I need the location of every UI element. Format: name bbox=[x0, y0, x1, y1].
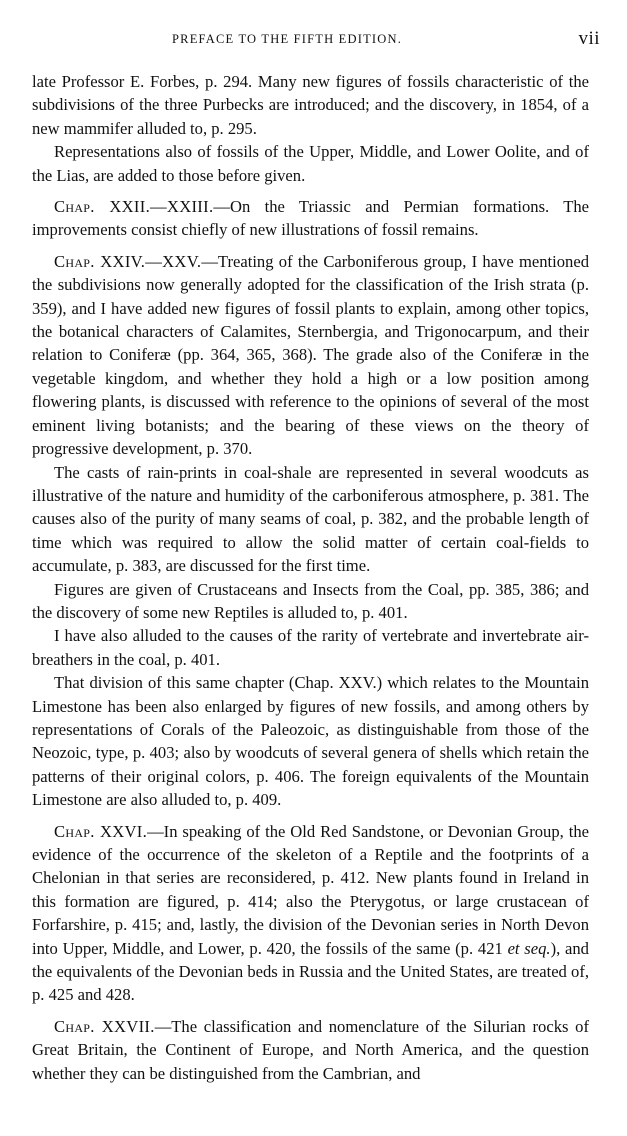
page-number: vii bbox=[578, 28, 600, 49]
paragraph: Chap. XXVI.—In speaking of the Old Red Sandstone, or Devonian Group, the evidence of the occurrence of the skeleton of a Reptile and the footprints of a Chelonian in that series are reconsidered, p. 412. New plants found in Ireland in this formation are figured, p. 414; also the Pterygotus, or large crustacean of Forfarshire, p. 415; and, lastly, the division of the Devonian series in North Devon into Upper, Middle, and Lower, p. 420, the fossils of the same (p. 421 et seq.), and the equivalents of the Devonian beds in Russia and the United States, are treated of, p. 425 and 428. bbox=[32, 821, 589, 1005]
page-body bbox=[32, 70, 589, 1085]
latin-abbrev: et seq. bbox=[507, 938, 551, 958]
chapter-ref: Chap. XXII.—XXIII. bbox=[54, 197, 214, 217]
running-head: PREFACE TO THE FIFTH EDITION. bbox=[172, 32, 403, 46]
paragraph: Figures are given of Crustaceans and Insects from the Coal, pp. 385, 386; and the discovery of some new Reptiles is alluded to, p. 401. bbox=[32, 579, 589, 622]
paragraph: I have also alluded to the causes of the rarity of vertebrate and invertebrate air-breathers in the coal, p. 401. bbox=[32, 626, 589, 669]
paragraph: That division of this same chapter (Chap. XXV.) which relates to the Mountain Limestone has been also enlarged by figures of new fossils, and among others by representations of Corals of the Paleozoic, as distinguishable from those of the Neozoic, type, p. 403; also by woodcuts of several genera of shells which retain the patterns of their original colors, p. 406. The foreign equivalents of the Mountain Limestone are also alluded to, p. 409. bbox=[32, 673, 589, 810]
paragraph: Chap. XXII.—XXIII.—On the Triassic and Permian formations. The improvements consist chiefly of new illustrations of fossil remains. bbox=[32, 197, 589, 240]
chapter-ref: Chap. XXVII. bbox=[54, 1016, 155, 1036]
chapter-ref: Chap. XXIV.—XXV. bbox=[54, 251, 202, 271]
paragraph: Chap. XXVII.—The classification and nomenclature of the Silurian rocks of Great Britain, the Continent of Europe, and North America, and the question whether they can be distinguished from the Cambrian, and bbox=[32, 1016, 589, 1083]
page-header bbox=[30, 28, 600, 50]
paragraph: The casts of rain-prints in coal-shale are represented in several woodcuts as illustrative of the nature and humidity of the carboniferous atmosphere, p. 381. The causes also of the purity of many seams of coal, p. 382, and the probable length of time which was required to allow the solid matter of certain coal-fields to accumulate, p. 383, are discussed for the first time. bbox=[32, 462, 589, 576]
paragraph: Representations also of fossils of the Upper, Middle, and Lower Oolite, and of the Lias, are added to those before given. bbox=[32, 142, 589, 185]
chapter-ref: Chap. XXVI. bbox=[54, 821, 148, 841]
paragraph: late Professor E. Forbes, p. 294. Many new figures of fossils characteristic of the subdivisions of the three Purbecks are introduced; and the discovery, in 1854, of a new mammifer alluded to, p. 295. bbox=[32, 72, 589, 138]
paragraph: Chap. XXIV.—XXV.—Treating of the Carboniferous group, I have mentioned the subdivisions now generally adopted for the classification of the Irish strata (p. 359), and I have added new figures of fossil plants to explain, among other topics, the botanical characters of Calamites, Sternbergia, and Trigonocarpum, and their relation to Coniferæ (pp. 364, 365, 368). The grade also of the Coniferæ in the vegetable kingdom, and whether they hold a high or a low position among flowering plants, is discussed with reference to the opinions of several of the most eminent living botanists; and the bearing of these views on the theory of progressive development, p. 370. bbox=[32, 251, 589, 459]
